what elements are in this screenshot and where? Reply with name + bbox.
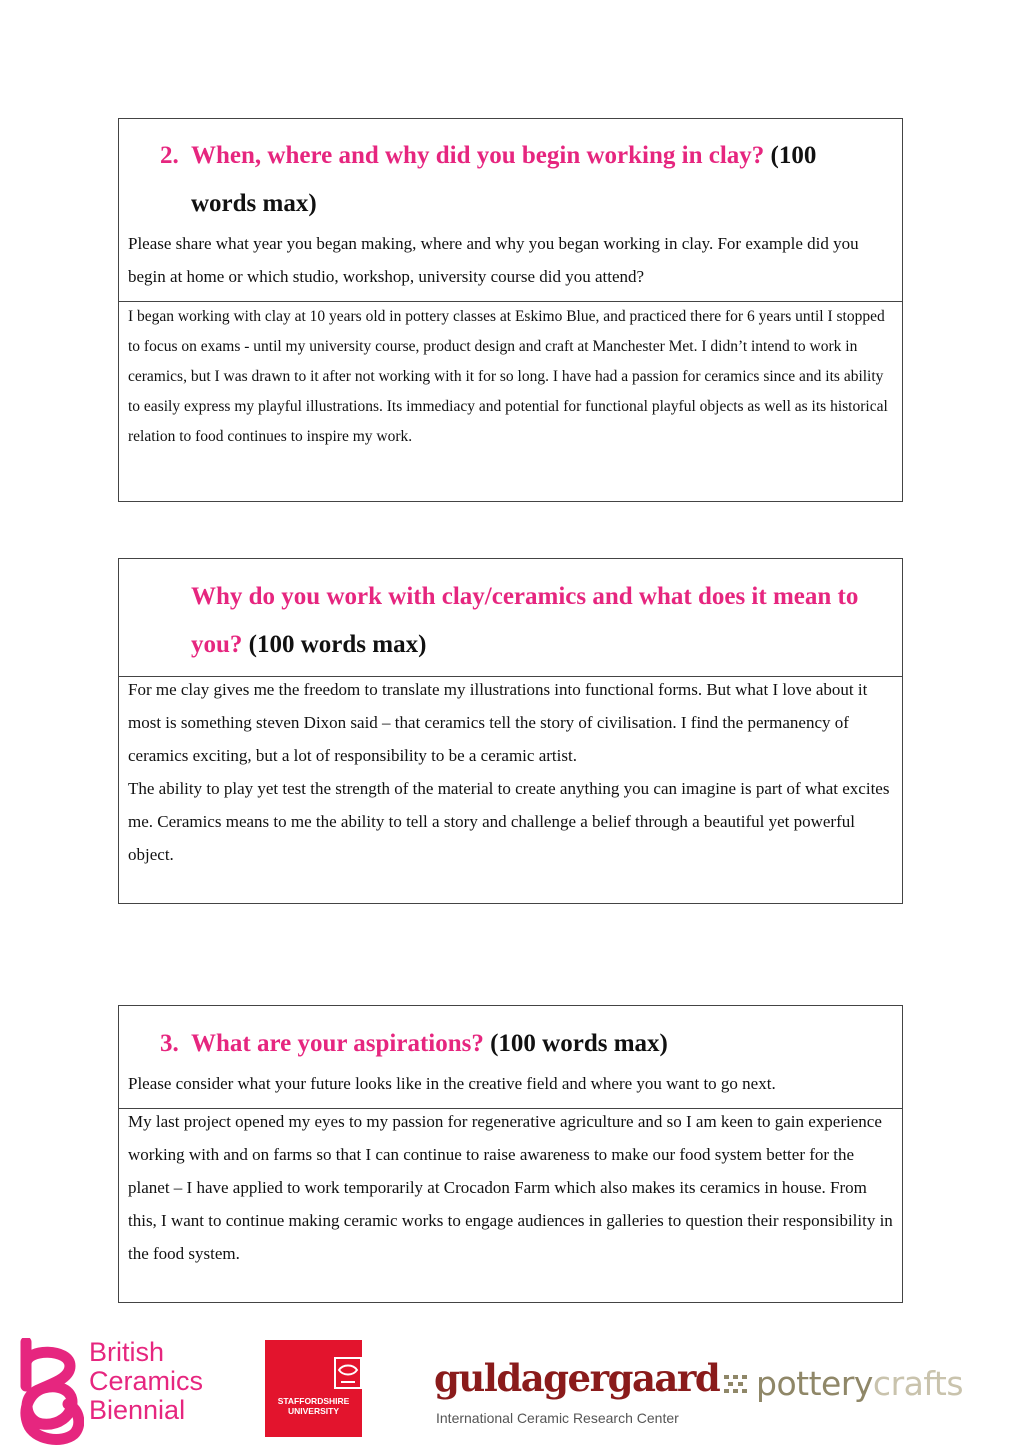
question-3-max: (100 words max) (490, 1030, 668, 1057)
question-2-answer: I began working with clay at 10 years old in pottery classes at Eskimo Blue, and practiced there for 6 years until I stopped to focus on exams - until my university course, product design and craft at Manchester Met. I didn’t intend to work in ceramics, but I was drawn to it after not working with it for so long. I have had a passion for ceramics since and its ability to easily express my playful illustrations. Its immediacy and potential for functional playful objects as well as its historical relation to food continues to inspire my work. (128, 308, 888, 445)
question-2-help: Please share what year you began making, where and why you began working in clay. For example did you begin at home or which studio, workshop, university course did you attend? (128, 234, 859, 286)
bcb-wordmark (89, 1338, 203, 1425)
question-why-max: (100 words max) (248, 631, 427, 658)
staffordshire-crest-icon (333, 1356, 363, 1390)
guldagergaard-subtitle: International Ceramic Research Center (436, 1410, 679, 1426)
question-3-header (119, 1006, 902, 1109)
potterycrafts-part2: crafts (872, 1364, 964, 1403)
question-why-box (118, 558, 903, 904)
question-3-number: 3. (160, 1030, 179, 1057)
question-2-max-part2: words max) (191, 190, 317, 217)
question-2-box (118, 118, 903, 502)
question-2-header (119, 119, 902, 302)
guldagergaard-wordmark: guldagergaard (434, 1356, 720, 1400)
question-why-text-line1: Why do you work with clay/ceramics and what does it mean to (191, 583, 859, 610)
question-why-answer-p1: For me clay gives me the freedom to translate my illustrations into functional forms. But what I love about it most is something steven Dixon said – that ceramics tell the story of civilisation. I find the permanency of ceramics exciting, but a lot of responsibility to be a ceramic artist. (128, 680, 868, 765)
potterycrafts-mark-icon (724, 1375, 748, 1393)
question-2-max-part1: (100 (770, 142, 817, 169)
question-why-title (119, 559, 902, 669)
question-2-number: 2. (160, 142, 179, 169)
question-3-title (119, 1006, 902, 1068)
staffs-line-2: UNIVERSITY (287, 1406, 339, 1416)
potterycrafts-logo (756, 1364, 963, 1403)
question-why-header (119, 559, 902, 677)
question-3-answer: My last project opened my eyes to my passion for regenerative agriculture and so I am keen to gain experience working with and on farms so that I can continue to raise awareness to make our food system better for the planet – I have applied to work temporarily at Crocadon Farm which also makes its ceramics in house. From this, I want to continue making ceramic works to engage audiences in galleries to question their responsibility in the food system. (128, 1112, 893, 1263)
british-ceramics-biennial-logo (18, 1338, 218, 1448)
question-3-box (118, 1005, 903, 1303)
footer-logos (0, 1330, 1022, 1452)
question-3-help: Please consider what your future looks like in the creative field and where you want to go next. (128, 1074, 776, 1093)
staffordshire-wordmark (268, 1396, 359, 1416)
staffs-line-1: STAFFORDSHIRE (277, 1396, 350, 1406)
bcb-line-3: Biennial (89, 1395, 186, 1425)
bcb-mark-icon (18, 1338, 84, 1448)
bcb-line-2: Ceramics (89, 1366, 204, 1396)
question-2-text: When, where and why did you begin working in clay? (191, 142, 765, 169)
staffordshire-university-logo (265, 1340, 362, 1437)
question-why-text-line2: you? (191, 631, 243, 658)
question-2-title (119, 119, 902, 228)
bcb-line-1: British (89, 1337, 165, 1367)
question-why-answer-p2: The ability to play yet test the strength of the material to create anything you can imagine is part of what excites me. Ceramics means to me the ability to tell a story and challenge a belief through a beautiful yet powerful object. (128, 779, 890, 864)
potterycrafts-part1: pottery (756, 1364, 873, 1403)
question-3-text: What are your aspirations? (191, 1030, 484, 1057)
